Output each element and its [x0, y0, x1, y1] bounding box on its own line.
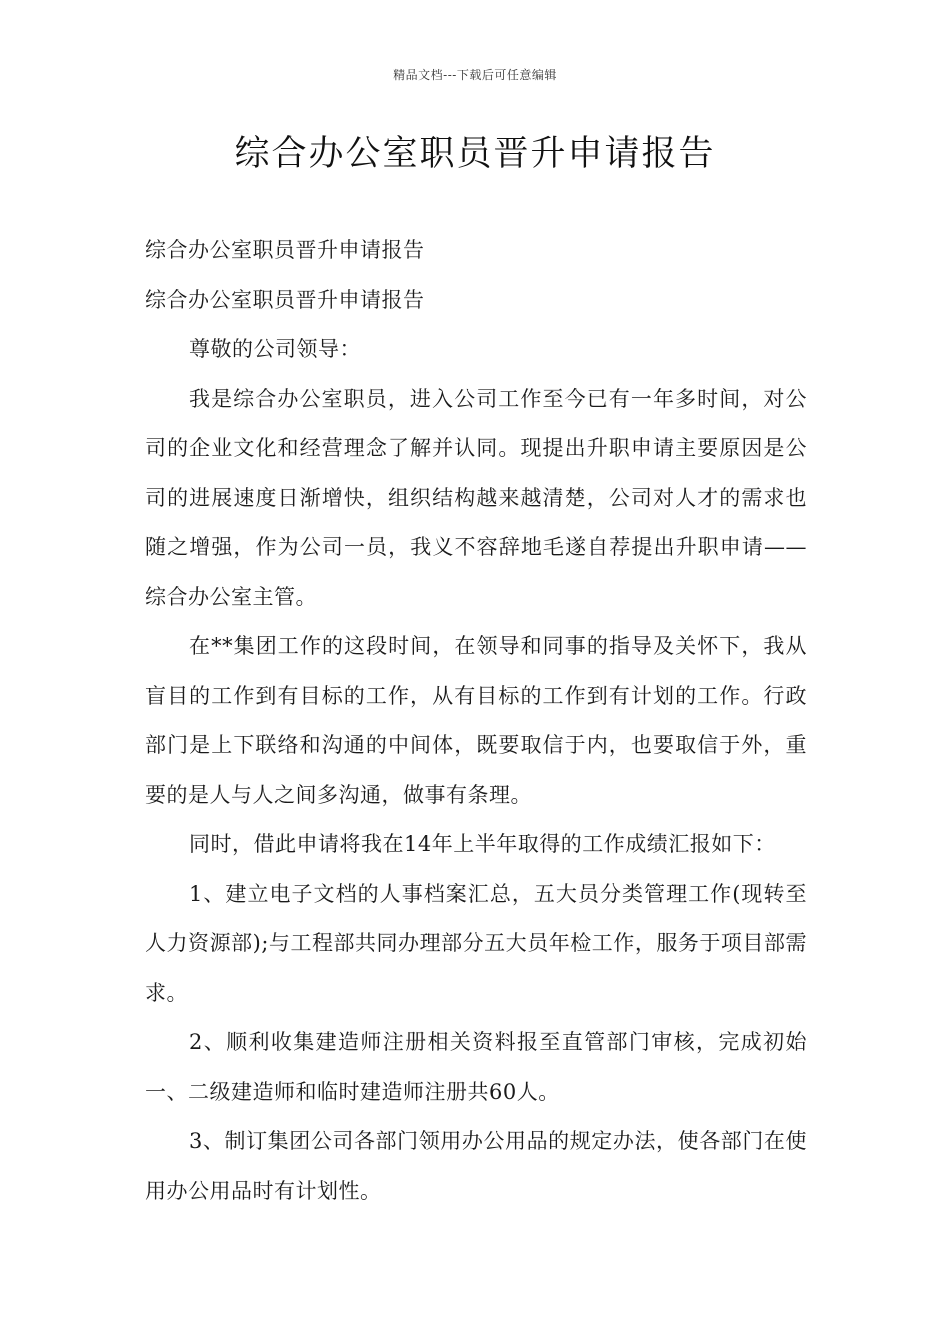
document-title: 综合办公室职员晋升申请报告 [234, 134, 716, 174]
paragraph-experience: 在**集团工作的这段时间，在领导和同事的指导及关怀下，我从盲目的工作到有目标的工作，从有目标的工作到有计划的工作。行政部门是上下联络和沟通的中间体，既要取信于内，也要取信于外，重要的是人与人之间多沟通，做事有条理。 [145, 634, 807, 807]
subtitle-line-2: 综合办公室职员晋升申请报告 [145, 287, 425, 312]
header-note: 精品文档---下载后可任意编辑 [393, 68, 557, 82]
document-body [145, 226, 807, 1216]
achievement-item-2: 2、顺利收集建造师注册相关资料报至直管部门审核，完成初始一、二级建造师和临时建造师注册共60人。 [145, 1030, 807, 1104]
achievement-item-1: 1、建立电子文档的人事档案汇总，五大员分类管理工作(现转至人力资源部);与工程部共同办理部分五大员年检工作，服务于项目部需求。 [145, 881, 807, 1005]
paragraph-report-lead: 同时，借此申请将我在14年上半年取得的工作成绩汇报如下： [189, 832, 776, 856]
subtitle-line-1: 综合办公室职员晋升申请报告 [145, 238, 425, 262]
salutation: 尊敬的公司领导： [189, 337, 361, 361]
achievement-item-3: 3、制订集团公司各部门领用办公用品的规定办法，使各部门在使用办公用品时有计划性。 [145, 1129, 807, 1203]
paragraph-intro: 我是综合办公室职员，进入公司工作至今已有一年多时间，对公司的企业文化和经营理念了解并认同。现提出升职申请主要原因是公司的进展速度日渐增快，组织结构越来越清楚，公司对人才的需求也随之增强，作为公司一员，我义不容辞地毛遂自荐提出升职申请——综合办公室主管。 [145, 386, 807, 609]
